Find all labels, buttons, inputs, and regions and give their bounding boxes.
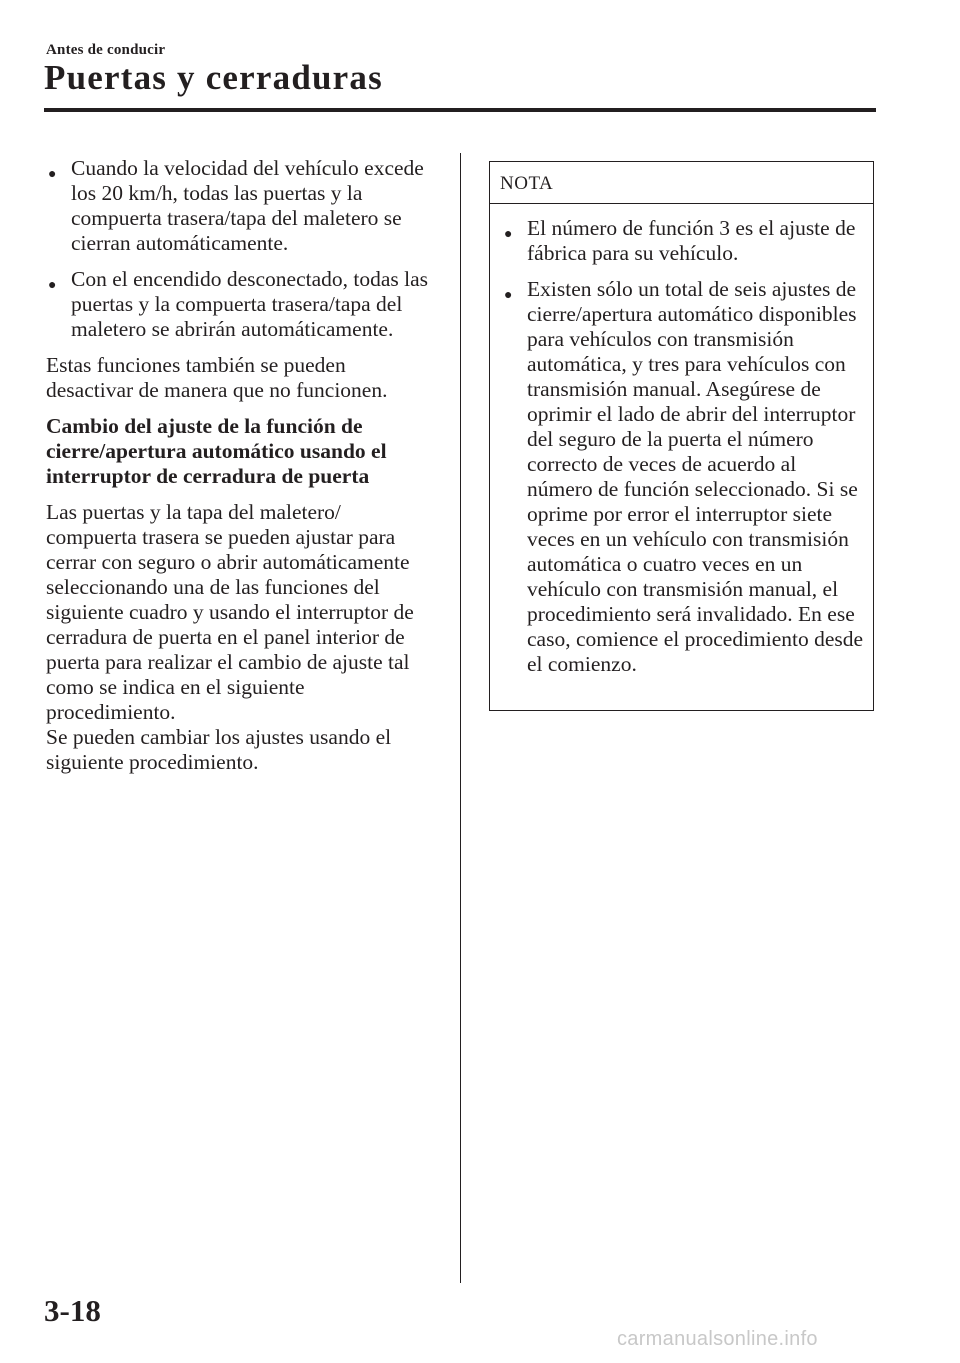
bullet-icon: ●	[48, 167, 57, 182]
page-title: Puertas y cerraduras	[44, 58, 383, 97]
list-item-text: Cuando la velocidad del vehículo excede los 20 km/h, todas las puertas y la compuerta trasera/tapa del maletero se cierran automáticamente.	[71, 156, 424, 255]
bullet-icon: ●	[504, 227, 513, 242]
body-paragraph: Estas funciones también se pueden desactivar de manera que no funcionen.	[46, 353, 388, 402]
title-rule	[44, 108, 876, 112]
bullet-icon: ●	[48, 278, 57, 293]
watermark: carmanualsonline.info	[617, 1328, 818, 1350]
note-box	[489, 161, 874, 711]
section-label: Antes de conducir	[46, 42, 166, 58]
note-item-text: Existen sólo un total de seis ajustes de cierre/apertura automático disponibles para vehículos con transmisión automática, y tres para vehículos con transmisión manual. Asegúrese de oprimir el lado de abrir del interruptor del seguro de la puerta el número correcto de veces de acuerdo al número de función seleccionado. Si se oprime por error el interruptor siete veces en un vehículo con transmisión automática o cuatro veces en un vehículo con transmisión manual, el procedimiento será invalidado. En ese caso, comience el procedimiento desde el comienzo.	[527, 277, 864, 676]
note-list-item	[502, 277, 867, 677]
note-list-item	[502, 216, 867, 266]
body-paragraph: Se pueden cambiar los ajustes usando el siguiente procedimiento.	[46, 725, 392, 774]
note-item-text: El número de función 3 es el ajuste de fábrica para su vehículo.	[527, 216, 856, 265]
list-item	[46, 267, 436, 342]
left-column	[46, 156, 436, 786]
page-number: 3-18	[44, 1293, 101, 1328]
list-item	[46, 156, 436, 256]
body-paragraph: Las puertas y la tapa del maletero/ compuerta trasera se pueden ajustar para cerrar con seguro o abrir automáticamente seleccionando una de las funciones del siguiente cuadro y usando el interruptor de cerradura de puerta en el panel interior de puerta para realizar el cambio de ajuste tal como se indica en el siguiente procedimiento.	[46, 500, 414, 724]
column-divider	[460, 153, 461, 1283]
note-body	[490, 204, 873, 677]
list-item-text: Con el encendido desconectado, todas las puertas y la compuerta trasera/tapa del maletero se abrirán automáticamente.	[71, 267, 429, 341]
subheading: Cambio del ajuste de la función de cierre/apertura automático usando el interruptor de cerradura de puerta	[46, 414, 387, 488]
note-header: NOTA	[490, 162, 873, 204]
bullet-icon: ●	[504, 288, 513, 303]
